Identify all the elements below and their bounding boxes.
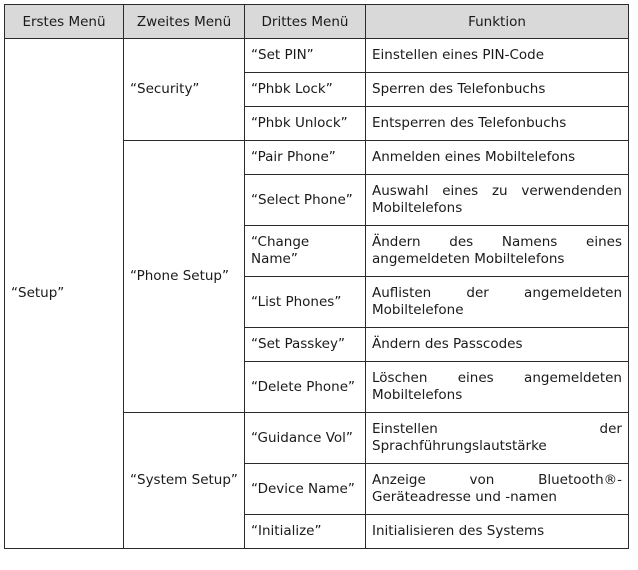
header-second-menu: Zweites Menü [124, 5, 245, 39]
third-menu-cell: “Set PIN” [245, 39, 366, 73]
third-menu-cell: “Change Name” [245, 226, 366, 277]
third-menu-cell: “Select Phone” [245, 175, 366, 226]
function-cell: Auswahl eines zu verwendenden Mobiltelefons [366, 175, 629, 226]
function-cell: Ändern des Namens eines angemeldeten Mobiltelefons [366, 226, 629, 277]
function-cell: Anzeige von Bluetooth®-Geräteadresse und -namen [366, 464, 629, 515]
third-menu-cell: “Set Passkey” [245, 328, 366, 362]
function-cell: Anmelden eines Mobiltelefons [366, 141, 629, 175]
function-cell: Initialisieren des Systems [366, 515, 629, 549]
function-cell: Entsperren des Telefonbuchs [366, 107, 629, 141]
function-cell: Ändern des Passcodes [366, 328, 629, 362]
second-menu-cell-phone-setup: “Phone Setup” [124, 141, 245, 413]
function-cell: Sperren des Telefonbuchs [366, 73, 629, 107]
function-cell: Einstellen der Sprachführungslautstärke [366, 413, 629, 464]
header-first-menu: Erstes Menü [5, 5, 124, 39]
third-menu-cell: “Phbk Unlock” [245, 107, 366, 141]
menu-function-table [4, 4, 629, 549]
third-menu-cell: “Delete Phone” [245, 362, 366, 413]
header-function: Funktion [366, 5, 629, 39]
second-menu-cell-system-setup: “System Setup” [124, 413, 245, 549]
header-third-menu: Drittes Menü [245, 5, 366, 39]
third-menu-cell: “Pair Phone” [245, 141, 366, 175]
third-menu-cell: “Phbk Lock” [245, 73, 366, 107]
function-cell: Auflisten der angemeldeten Mobiltelefone [366, 277, 629, 328]
third-menu-cell: “Device Name” [245, 464, 366, 515]
table-row [5, 39, 629, 73]
first-menu-cell: “Setup” [5, 39, 124, 549]
function-cell: Einstellen eines PIN-Code [366, 39, 629, 73]
function-cell: Löschen eines angemeldeten Mobiltelefons [366, 362, 629, 413]
third-menu-cell: “List Phones” [245, 277, 366, 328]
third-menu-cell: “Guidance Vol” [245, 413, 366, 464]
table-header-row [5, 5, 629, 39]
third-menu-cell: “Initialize” [245, 515, 366, 549]
menu-table-container [4, 4, 629, 549]
second-menu-cell-security: “Security” [124, 39, 245, 141]
